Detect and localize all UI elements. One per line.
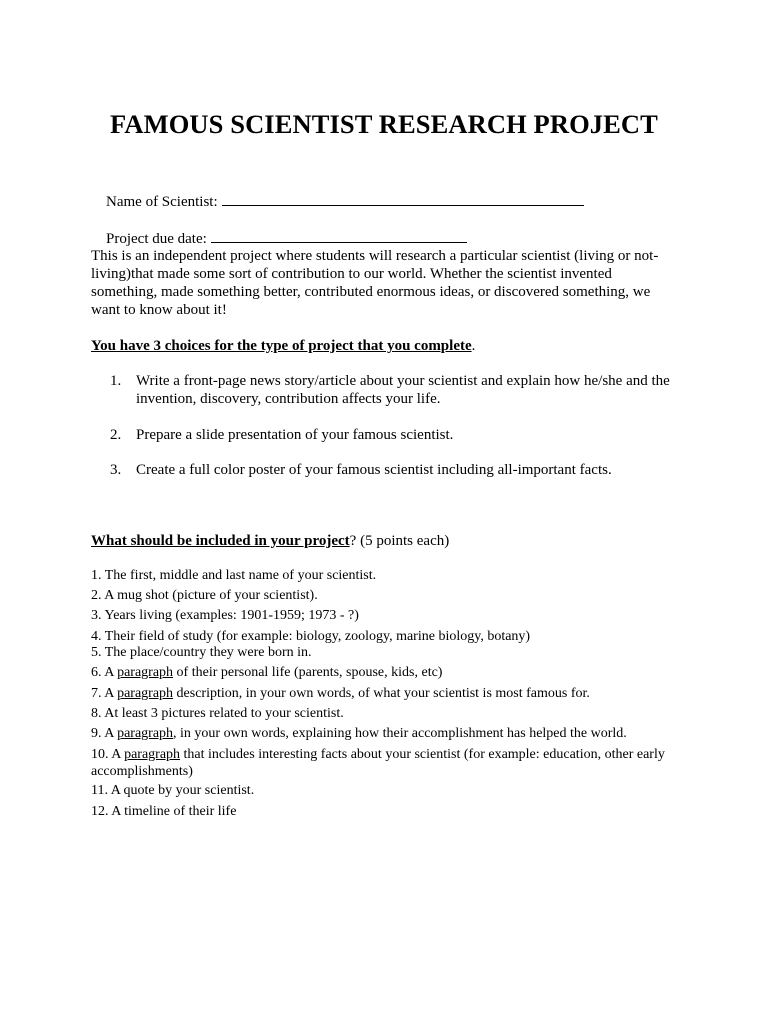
requirement-text: 5. The place/country they were born in. [91, 645, 312, 660]
requirement-text: 10. A [91, 747, 125, 762]
requirement-text: 12. A timeline of their life [91, 804, 237, 819]
choice-number: 2. [110, 427, 122, 443]
requirement-item [91, 726, 681, 743]
choice-number: 1. [110, 373, 122, 389]
intro-paragraph: This is an independent project where students will research a particular scientist (living or not-living)that made some sort of contribution to our world. Whether the scientist invented something, made something better, contributed enormous ideas, or discovered something, we want to know about it! [91, 248, 659, 318]
requirement-item [91, 706, 681, 723]
requirement-item [91, 568, 681, 585]
due-date-label: Project due date: [106, 231, 207, 247]
choice-text: Prepare a slide presentation of your famous scientist. [136, 427, 454, 443]
scientist-name-blank [222, 193, 584, 206]
paragraph-emphasis: paragraph [124, 747, 181, 762]
requirement-text: 7. A [91, 686, 118, 701]
requirement-item [91, 645, 681, 662]
requirement-text: 3. Years living (examples: 1901-1959; 1973 - ?) [91, 608, 359, 623]
requirement-item [91, 665, 681, 682]
requirement-item [91, 804, 681, 821]
scientist-name-label: Name of Scientist: [106, 194, 218, 210]
requirement-text: 1. The first, middle and last name of your scientist. [91, 568, 377, 583]
include-heading [91, 532, 449, 550]
paragraph-emphasis: paragraph [117, 686, 174, 701]
requirement-text: 6. A [91, 665, 118, 680]
choice-text: Create a full color poster of your famous scientist including all-important facts. [136, 462, 612, 478]
choice-item [110, 426, 685, 444]
requirement-text: 4. Their field of study (for example: biology, zoology, marine biology, botany) [91, 629, 531, 644]
choice-item [110, 461, 685, 479]
paragraph-emphasis: paragraph [117, 665, 174, 680]
include-heading-suffix: ? (5 points each) [349, 533, 450, 549]
choice-number: 3. [110, 462, 122, 478]
requirement-text: , in your own words, explaining how their accomplishment has helped the world. [173, 726, 627, 741]
requirement-text: that includes interesting facts about your scientist (for example: education, other early accomplishments) [91, 747, 665, 779]
choices-heading [91, 337, 475, 355]
due-date-blank [211, 230, 467, 243]
requirement-text: description, in your own words, of what your scientist is most famous for. [173, 686, 590, 701]
requirement-item [91, 783, 681, 800]
choice-item [110, 372, 685, 408]
choices-heading-suffix: . [471, 338, 476, 354]
choices-heading-text: You have 3 choices for the type of project that you complete [91, 338, 472, 354]
requirement-text: 11. A quote by your scientist. [91, 783, 255, 798]
paragraph-emphasis: paragraph [117, 726, 174, 741]
requirement-text: 2. A mug shot (picture of your scientist). [91, 588, 318, 603]
requirement-text: 8. At least 3 pictures related to your scientist. [91, 706, 344, 721]
requirement-item [91, 608, 681, 625]
requirement-item [91, 747, 681, 780]
requirement-item [91, 588, 681, 605]
requirement-text: of their personal life (parents, spouse, kids, etc) [173, 665, 443, 680]
page-title: FAMOUS SCIENTIST RESEARCH PROJECT [110, 109, 658, 139]
requirement-text: 9. A [91, 726, 118, 741]
requirement-item [91, 629, 681, 646]
requirement-item [91, 686, 681, 703]
include-heading-text: What should be included in your project [91, 533, 350, 549]
choice-text: Write a front-page news story/article about your scientist and explain how he/she and the invention, discovery, contribution affects your life. [136, 373, 670, 407]
